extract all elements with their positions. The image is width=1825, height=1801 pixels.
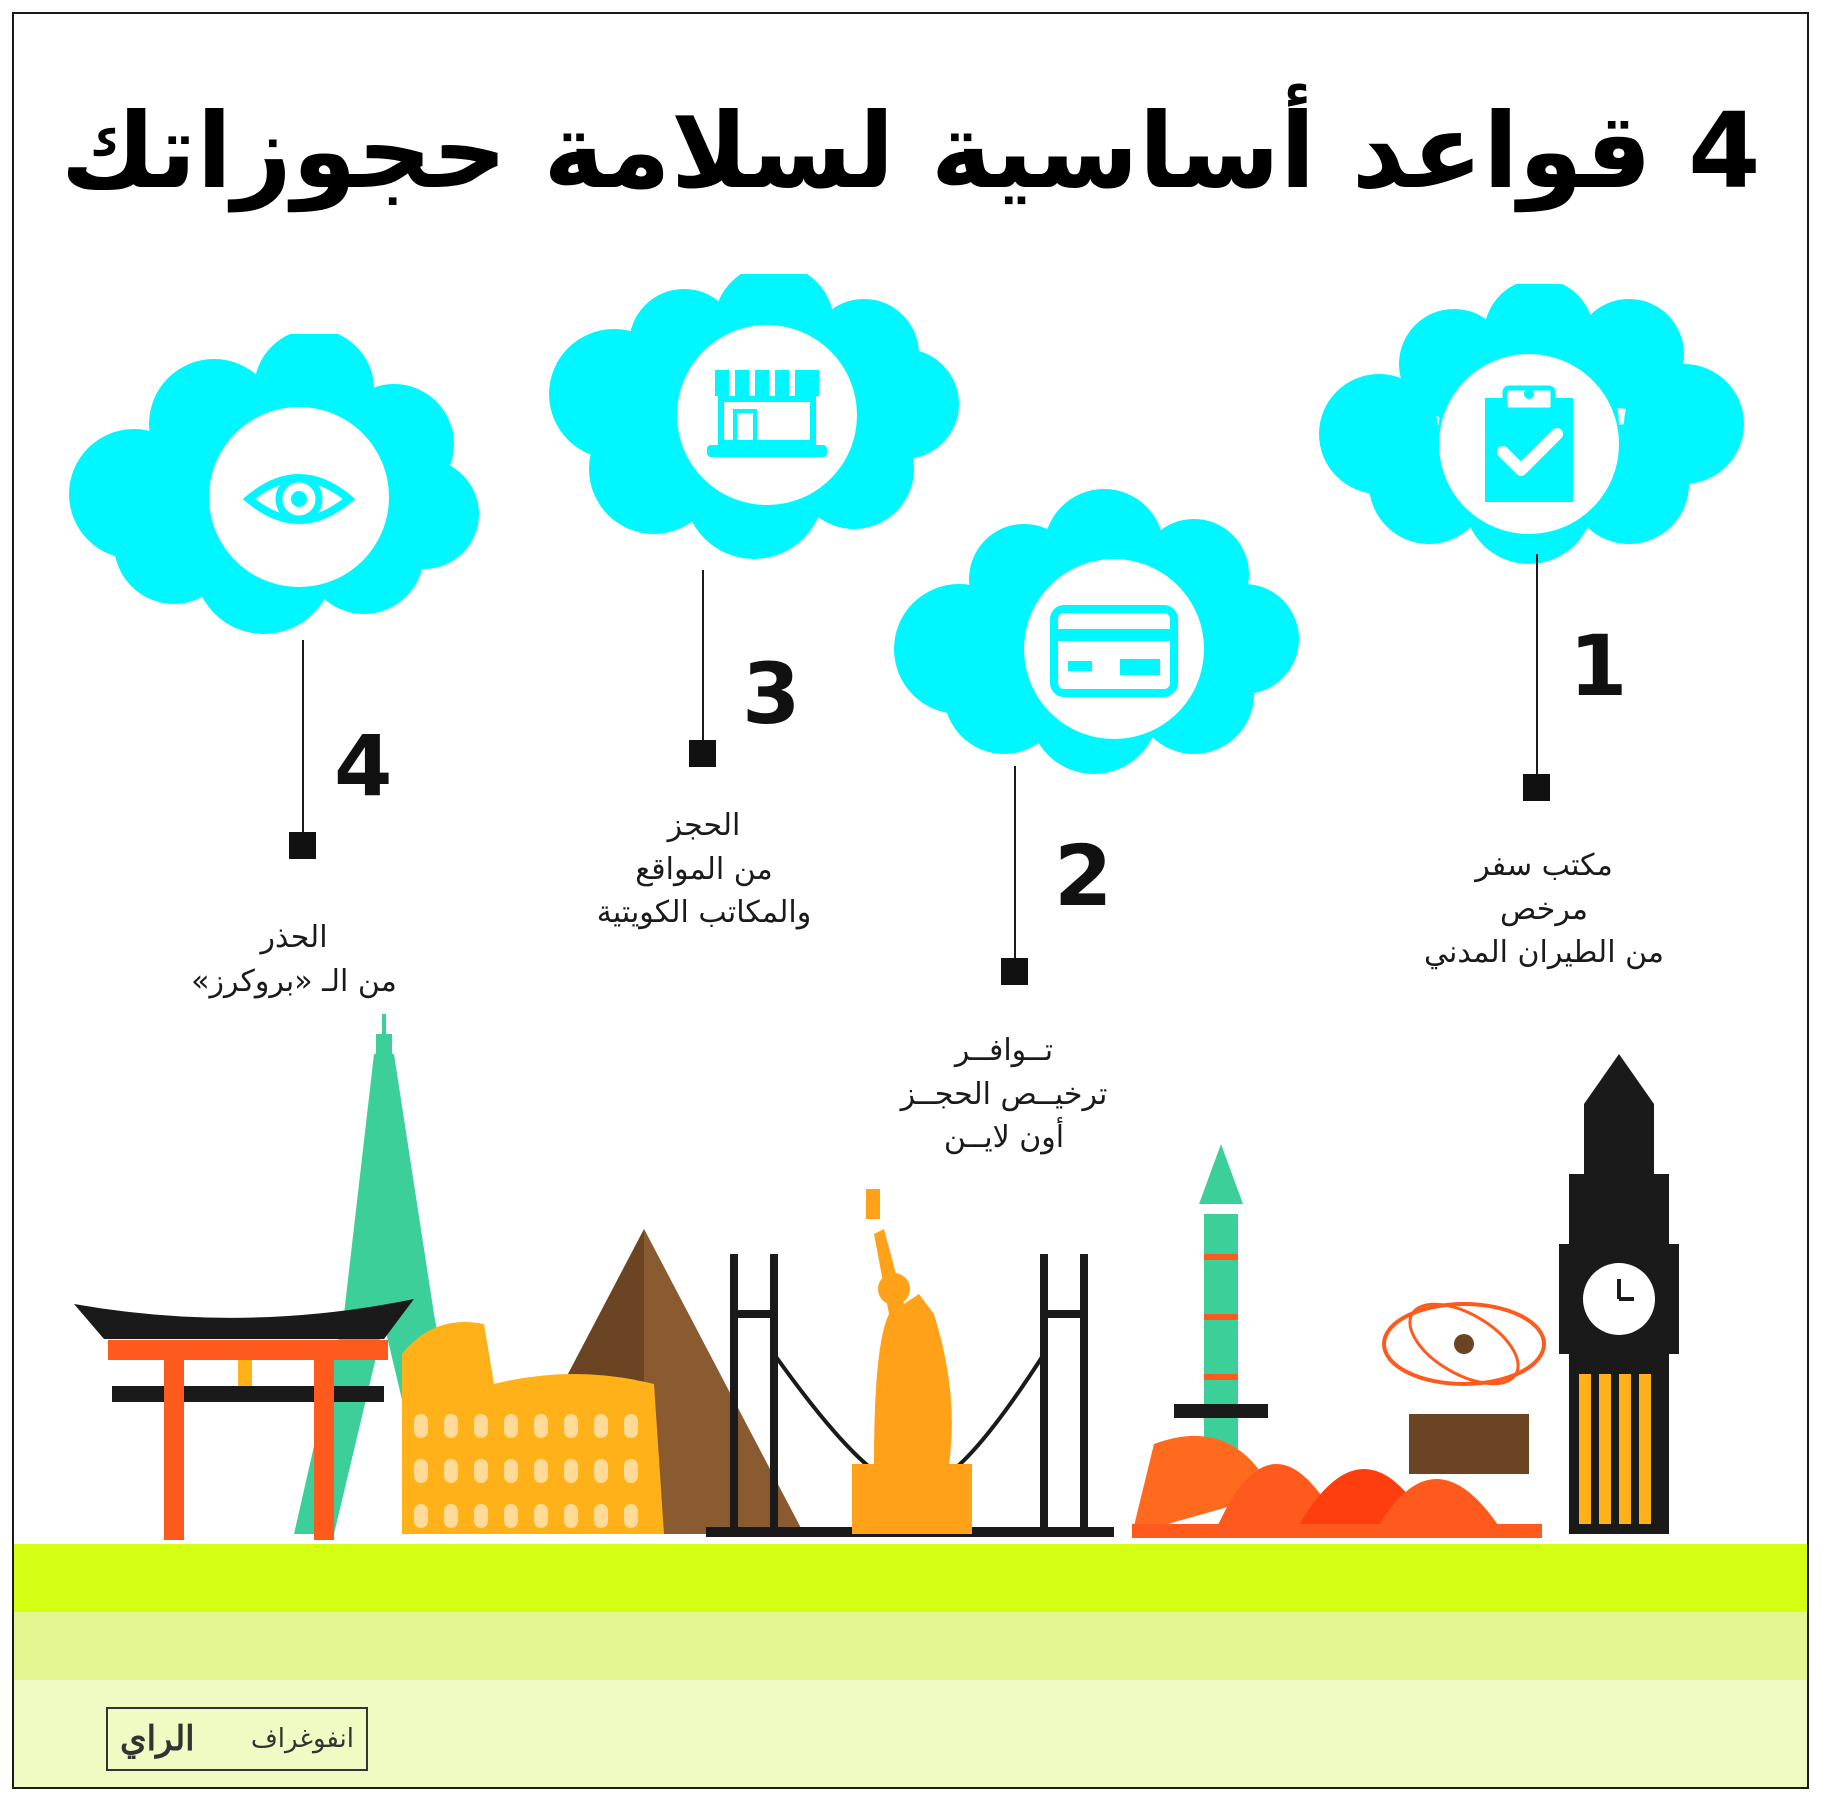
landmarks-skyline-illustration xyxy=(14,1014,1809,1554)
page-title: 4 قواعد أساسية لسلامة حجوزاتك xyxy=(60,90,1761,212)
connector-rule-3 xyxy=(702,570,704,750)
rule-4-line-1: الحذر xyxy=(260,920,328,955)
credit-card-icon xyxy=(1024,559,1204,739)
rule-label-1 xyxy=(1404,844,1684,975)
icon-circle-rule-2 xyxy=(1024,559,1204,739)
connector-rule-4 xyxy=(302,640,304,840)
rule-4-line-2: من الـ «بروكرز» xyxy=(191,963,397,999)
connector-rule-2 xyxy=(1014,766,1016,966)
ground-band-middle xyxy=(14,1612,1809,1680)
clipboard-check-icon xyxy=(1439,354,1619,534)
connector-marker-rule-4 xyxy=(289,832,316,859)
rule-1-line-2: مرخص xyxy=(1500,891,1588,927)
icon-circle-rule-4 xyxy=(209,407,389,587)
rule-2-line-2: ترخيــص الحجــز xyxy=(900,1076,1108,1112)
rule-1-line-3: من الطيران المدني xyxy=(1424,935,1664,970)
connector-marker-rule-1 xyxy=(1523,774,1550,801)
rule-3-line-1: الحجز xyxy=(667,808,741,843)
rule-2-line-3: أون لايــن xyxy=(943,1120,1065,1155)
rule-1-line-1: مكتب سفر xyxy=(1475,848,1613,883)
rule-number-2: 2 xyxy=(1054,827,1113,925)
big-ben-illustration xyxy=(1559,1054,1679,1534)
brand-logo: الراي xyxy=(120,1719,195,1759)
rule-number-3: 3 xyxy=(742,645,801,743)
rule-3-line-2: من المواقع xyxy=(635,851,773,887)
torii-gate-illustration xyxy=(74,1299,414,1540)
icon-circle-rule-1 xyxy=(1439,354,1619,534)
connector-marker-rule-2 xyxy=(1001,958,1028,985)
ground-band-top xyxy=(14,1544,1809,1612)
rule-2-line-1: تــوافــر xyxy=(954,1033,1054,1068)
connector-rule-1 xyxy=(1536,554,1538,784)
statue-of-liberty-illustration xyxy=(852,1189,972,1534)
icon-circle-rule-3 xyxy=(677,325,857,505)
rule-label-3 xyxy=(554,804,854,935)
brand-text: انفوغراف xyxy=(250,1724,354,1754)
brand-box xyxy=(106,1707,368,1771)
connector-marker-rule-3 xyxy=(689,740,716,767)
storefront-icon xyxy=(677,325,857,505)
rule-label-4 xyxy=(164,916,424,1003)
rule-3-line-3: والمكاتب الكويتية xyxy=(596,895,812,930)
rule-number-1: 1 xyxy=(1569,617,1628,715)
atomium-sculpture-illustration xyxy=(1384,1288,1544,1474)
eye-icon xyxy=(209,407,389,587)
infographic-frame xyxy=(12,12,1809,1789)
rule-number-4: 4 xyxy=(334,717,393,815)
